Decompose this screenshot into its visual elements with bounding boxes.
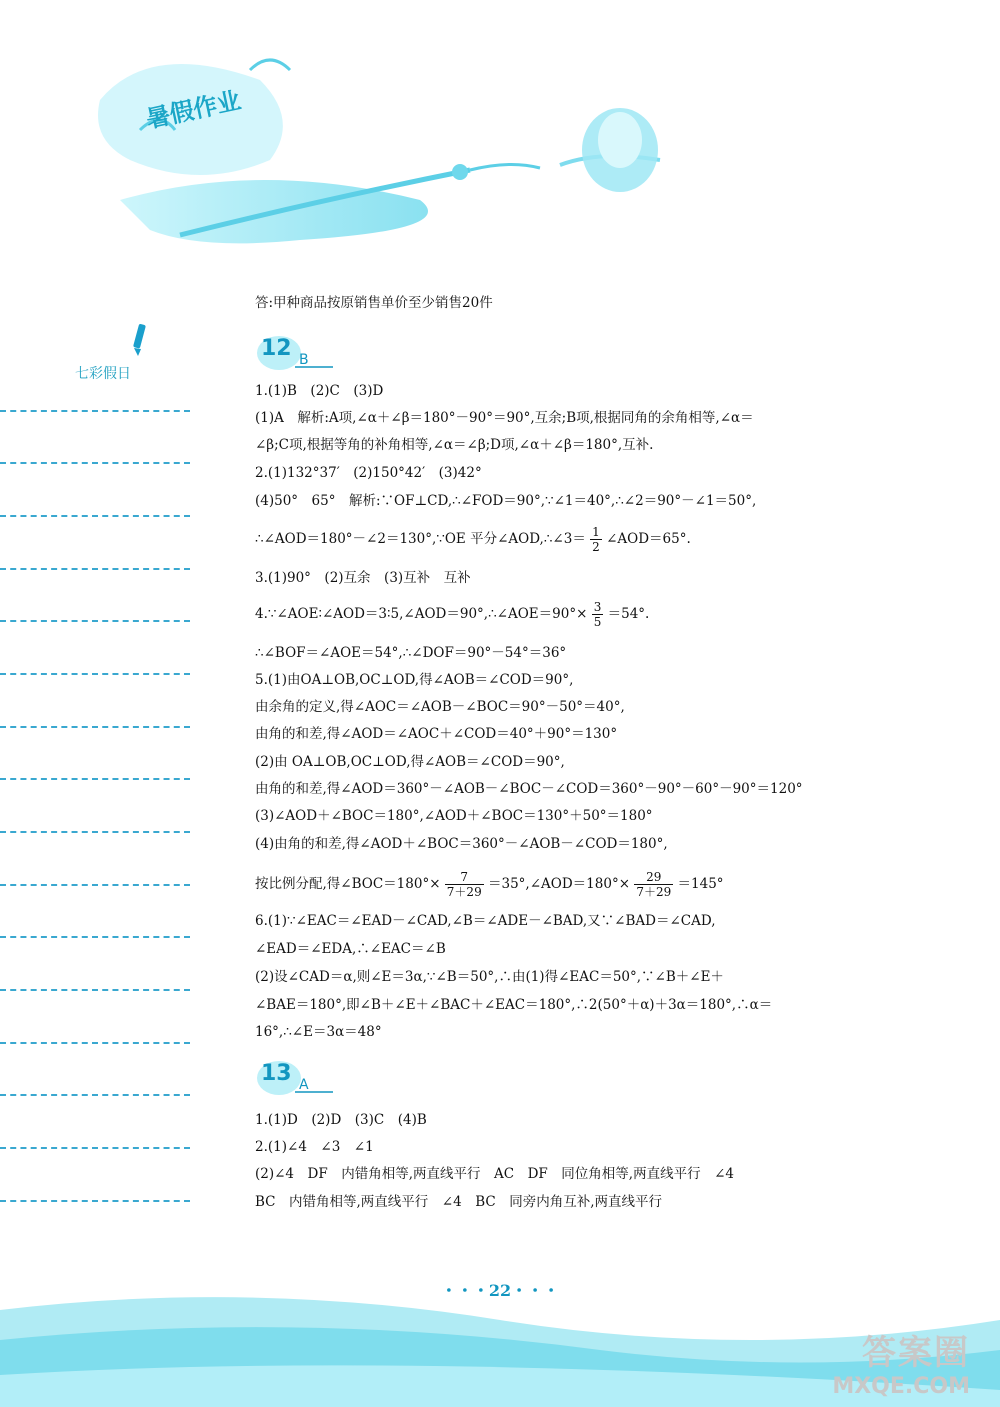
header-title: 暑假作业 [143,86,244,134]
answer-line: (4)由角的和差,得∠AOD＋∠BOC＝360°－∠AOB－∠COD＝180°, [255,836,668,852]
fraction [634,870,673,899]
note-line [0,620,190,622]
sidebar-brand: 七彩假日 [75,366,131,382]
note-line [0,410,190,412]
note-line [0,1200,190,1202]
note-line [0,884,190,886]
answer-line: 由角的和差,得∠AOD＝360°－∠AOB－∠BOC－∠COD＝360°－90°－60°－90°＝120° [255,781,803,797]
note-line [0,989,190,991]
answer-line: 由余角的定义,得∠AOC＝∠AOB－∠BOC＝90°－50°＝40°, [255,699,625,715]
page-number: ・・・22・・・ [440,1281,560,1300]
answer-line: (2)设∠CAD＝α,则∠E＝3α,∵∠B＝50°,∴由(1)得∠EAC＝50°,∵∠B＋∠E＋ [255,969,724,985]
section-grade: B [299,352,309,368]
answer-line: 16°,∴∠E＝3α＝48° [255,1024,382,1040]
answer-line [255,600,649,629]
answer-line: 2.(1)132°37′ (2)150°42′ (3)42° [255,465,482,481]
note-line [0,1042,190,1044]
answer-line: 由角的和差,得∠AOD＝∠AOC＋∠COD＝40°＋90°＝130° [255,726,618,742]
answer-line: BC 内错角相等,两直线平行 ∠4 BC 同旁内角互补,两直线平行 [255,1194,662,1210]
answer-line: 1.(1)B (2)C (3)D [255,383,384,399]
answer-line: (1)A 解析:A项,∠α＋∠β＝180°－90°＝90°,互余;B项,根据同角的余角相等,∠α＝ [255,410,754,426]
intro-answer: 答:甲种商品按原销售单价至少销售20件 [255,295,493,311]
note-line [0,778,190,780]
answer-line: ∠BAE＝180°,即∠B＋∠E＋∠BAC＋∠EAC＝180°,∴2(50°＋α)＋3α＝180°,∴α＝ [255,997,773,1013]
text-run: ∴∠AOD＝180°－∠2＝130°,∵OE 平分∠AOD,∴∠3＝ [255,531,586,547]
answer-line: (3)∠AOD＋∠BOC＝180°,∠AOD＋∠BOC＝130°＋50°＝180° [255,808,653,824]
note-line [0,568,190,570]
fraction [592,600,604,629]
numerator: 29 [634,870,673,885]
denominator: 7＋29 [636,885,672,899]
text-run: 按比例分配,得∠BOC＝180°× [255,876,441,892]
text-run: 4.∵∠AOE∶∠AOD＝3∶5,∠AOD＝90°,∴∠AOE＝90°× [255,606,588,622]
note-line [0,936,190,938]
note-line [0,1094,190,1096]
text-run: ＝54°. [607,606,650,622]
note-line [0,1147,190,1149]
answer-line: ∠β;C项,根据等角的补角相等,∠α＝∠β;D项,∠α＋∠β＝180°,互补. [255,437,654,453]
answer-line: 1.(1)D (2)D (3)C (4)B [255,1112,427,1128]
text-run: ∠AOD＝65°. [606,531,691,547]
answer-line: ∴∠BOF＝∠AOE＝54°,∴∠DOF＝90°－54°＝36° [255,645,567,661]
answer-line: (2)∠4 DF 内错角相等,两直线平行 AC DF 同位角相等,两直线平行 ∠4 [255,1166,734,1182]
note-line [0,726,190,728]
answer-line [255,525,691,554]
denominator: 2 [592,540,600,554]
note-line [0,831,190,833]
pen-icon [128,322,150,358]
answer-line: 2.(1)∠4 ∠3 ∠1 [255,1139,374,1155]
denominator: 5 [593,615,602,629]
watermark-logo: 答案圈 [862,1333,970,1373]
answer-line [255,870,724,899]
note-line [0,515,190,517]
text-run: ＝35°,∠AOD＝180°× [488,876,631,892]
answer-line: (2)由 OA⊥OB,OC⊥OD,得∠AOB＝∠COD＝90°, [255,754,565,770]
fraction [445,870,484,899]
numerator: 3 [593,600,602,614]
watermark [832,1325,970,1399]
section-13-badge [255,1058,335,1100]
text-run: ＝145° [677,876,724,892]
numerator: 7 [445,870,484,885]
watermark-url: MXQE.COM [832,1374,970,1399]
answer-line: (4)50° 65° 解析:∵OF⊥CD,∴∠FOD＝90°,∵∠1＝40°,∴∠2＝90°－∠1＝50°, [255,493,757,509]
note-line [0,462,190,464]
header-decoration [0,0,1000,270]
section-number: 13 [261,1061,292,1086]
answer-line: 3.(1)90° (2)互余 (3)互补 互补 [255,570,471,586]
answer-line: 6.(1)∵∠EAC＝∠EAD－∠CAD,∠B＝∠ADE－∠BAD,又∵∠BAD＝∠CAD, [255,913,716,929]
section-12-badge [255,333,335,375]
note-line [0,673,190,675]
section-number: 12 [261,336,292,361]
numerator: 1 [592,525,600,539]
denominator: 7＋29 [446,885,482,899]
section-grade: A [299,1077,309,1093]
fraction [590,525,602,554]
answer-line: 5.(1)由OA⊥OB,OC⊥OD,得∠AOB＝∠COD＝90°, [255,672,574,688]
answer-line: ∠EAD＝∠EDA,∴∠EAC＝∠B [255,941,446,957]
